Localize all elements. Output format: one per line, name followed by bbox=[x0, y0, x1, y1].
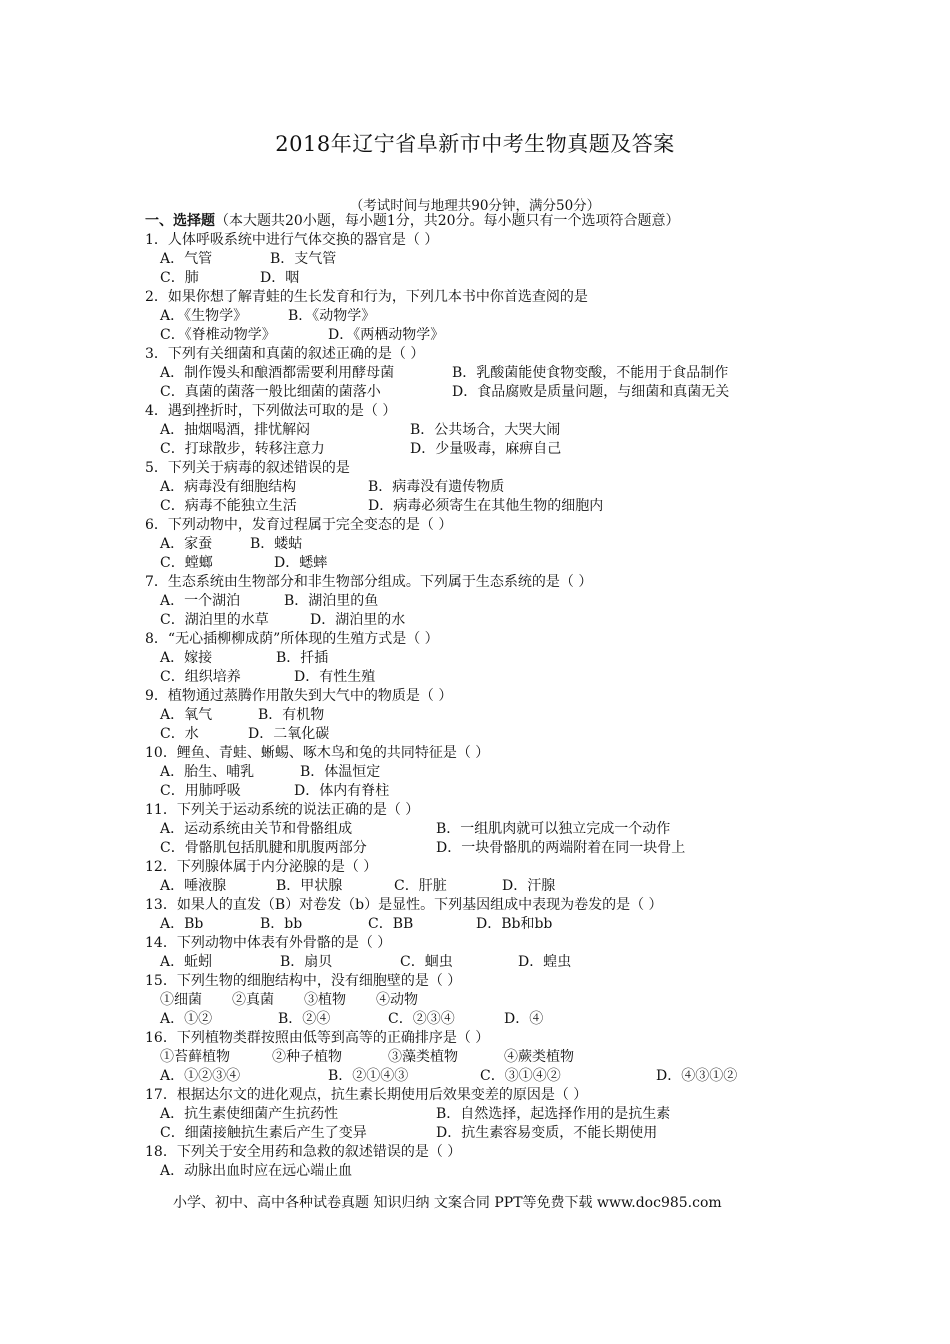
option-choice: D．有性生殖 bbox=[294, 669, 376, 685]
option-choice: D．Bb和bb bbox=[476, 916, 553, 932]
option-choice: D．抗生素容易变质，不能长期使用 bbox=[436, 1125, 658, 1141]
option-choice: A．①②③④ bbox=[160, 1068, 241, 1084]
question-stem: 18．下列关于安全用药和急救的叙述错误的是（ ） bbox=[145, 1144, 462, 1160]
option-choice: A．病毒没有细胞结构 bbox=[160, 479, 297, 495]
option-choice: B．支气管 bbox=[270, 251, 337, 267]
option-choice: B．②④ bbox=[278, 1011, 331, 1027]
question-stem: 11．下列关于运动系统的说法正确的是（ ） bbox=[145, 802, 420, 818]
options-line bbox=[145, 1105, 845, 1124]
statement-item: ②真菌 bbox=[232, 992, 274, 1008]
option-choice: D．二氧化碳 bbox=[248, 726, 330, 742]
option-choice: D．汗腺 bbox=[502, 878, 556, 894]
options-line bbox=[145, 725, 845, 744]
option-choice: C．③①④② bbox=[480, 1068, 561, 1084]
page-title: 2018年辽宁省阜新市中考生物真题及答案 bbox=[275, 132, 675, 156]
option-choice: D．病毒必须寄生在其他生物的细胞内 bbox=[368, 498, 604, 514]
option-choice: B．乳酸菌能使食物变酸，不能用于食品制作 bbox=[452, 365, 729, 381]
options-line bbox=[145, 877, 845, 896]
options-line bbox=[145, 364, 845, 383]
exam-info: （考试时间与地理共90分钟，满分50分） bbox=[349, 198, 601, 214]
options-line bbox=[145, 611, 845, 630]
question-stem: 16．下列植物类群按照由低等到高等的正确排序是（ ） bbox=[145, 1030, 490, 1046]
options-line bbox=[145, 1010, 845, 1029]
option-choice: C．水 bbox=[160, 726, 199, 742]
question-stem: 12．下列腺体属于内分泌腺的是（ ） bbox=[145, 859, 378, 875]
item-list-line bbox=[145, 991, 845, 1010]
section-heading-line bbox=[145, 212, 845, 231]
question-stem: 7．生态系统由生物部分和非生物部分组成。下列属于生态系统的是（ ） bbox=[145, 574, 593, 590]
option-choice: B．bb bbox=[260, 916, 303, 932]
option-choice: D．一块骨骼肌的两端附着在同一块骨上 bbox=[436, 840, 686, 856]
option-choice: C．病毒不能独立生活 bbox=[160, 498, 297, 514]
option-choice: C．BB bbox=[368, 916, 414, 932]
option-choice: C．湖泊里的水草 bbox=[160, 612, 269, 628]
options-line bbox=[145, 478, 845, 497]
question-stem: 5．下列关于病毒的叙述错误的是 bbox=[145, 460, 350, 476]
options-line bbox=[145, 915, 845, 934]
options-line bbox=[145, 307, 845, 326]
question-stem: 2．如果你想了解青蛙的生长发育和行为，下列几本书中你首选查阅的是 bbox=[145, 289, 588, 305]
option-choice: A．氧气 bbox=[160, 707, 213, 723]
options-line bbox=[145, 1124, 845, 1143]
statement-item: ①苔藓植物 bbox=[160, 1049, 230, 1065]
option-choice: A．制作馒头和酿酒都需要利用酵母菌 bbox=[160, 365, 395, 381]
options-line bbox=[145, 953, 845, 972]
item-list-line bbox=[145, 1048, 845, 1067]
option-choice: B．甲状腺 bbox=[276, 878, 343, 894]
option-choice: B．《动物学》 bbox=[288, 308, 376, 324]
options-line bbox=[145, 820, 845, 839]
option-choice: A．抗生素使细菌产生抗药性 bbox=[160, 1106, 339, 1122]
options-line bbox=[145, 497, 845, 516]
option-choice: B．②①④③ bbox=[328, 1068, 409, 1084]
options-line bbox=[145, 649, 845, 668]
statement-item: ①细菌 bbox=[160, 992, 202, 1008]
option-choice: A．一个湖泊 bbox=[160, 593, 241, 609]
option-choice: D．蟋蟀 bbox=[274, 555, 328, 571]
options-line bbox=[145, 383, 845, 402]
option-choice: A．蚯蚓 bbox=[160, 954, 213, 970]
option-choice: C．蛔虫 bbox=[400, 954, 453, 970]
options-line bbox=[145, 250, 845, 269]
options-line bbox=[145, 554, 845, 573]
option-choice: C．肝脏 bbox=[394, 878, 447, 894]
question-list bbox=[145, 212, 845, 1181]
option-choice: C．组织培养 bbox=[160, 669, 241, 685]
option-choice: A．气管 bbox=[160, 251, 213, 267]
options-line bbox=[145, 839, 845, 858]
option-choice: B．扇贝 bbox=[280, 954, 333, 970]
option-choice: D．蝗虫 bbox=[518, 954, 572, 970]
options-line bbox=[145, 535, 845, 554]
option-choice: B．一组肌肉就可以独立完成一个动作 bbox=[436, 821, 671, 837]
statement-item: ④动物 bbox=[376, 992, 418, 1008]
statement-item: ②种子植物 bbox=[272, 1049, 342, 1065]
option-choice: B．病毒没有遗传物质 bbox=[368, 479, 505, 495]
options-line bbox=[145, 1162, 845, 1181]
question-stem: 8．“无心插柳柳成荫”所体现的生殖方式是（ ） bbox=[145, 631, 439, 647]
option-choice: A．胎生、哺乳 bbox=[160, 764, 255, 780]
option-choice: A．唾液腺 bbox=[160, 878, 227, 894]
option-choice: B．公共场合，大哭大闹 bbox=[410, 422, 561, 438]
option-choice: D．少量吸毒，麻痹自己 bbox=[410, 441, 562, 457]
options-line bbox=[145, 440, 845, 459]
option-choice: B．有机物 bbox=[258, 707, 325, 723]
options-line bbox=[145, 782, 845, 801]
statement-item: ③植物 bbox=[304, 992, 346, 1008]
option-choice: B．自然选择，起选择作用的是抗生素 bbox=[436, 1106, 671, 1122]
question-stem: 4．遇到挫折时，下列做法可取的是（ ） bbox=[145, 403, 397, 419]
option-choice: A．动脉出血时应在远心端止血 bbox=[160, 1163, 353, 1179]
question-stem: 10．鲤鱼、青蛙、蜥蜴、啄木鸟和兔的共同特征是（ ） bbox=[145, 745, 490, 761]
question-stem: 17．根据达尔文的进化观点，抗生素长期使用后效果变差的原因是（ ） bbox=[145, 1087, 588, 1103]
option-choice: A．嫁接 bbox=[160, 650, 213, 666]
options-line bbox=[145, 269, 845, 288]
option-choice: C．②③④ bbox=[388, 1011, 455, 1027]
statement-item: ③藻类植物 bbox=[388, 1049, 458, 1065]
footer-note: 小学、初中、高中各种试卷真题 知识归纳 文案合同 PPT等免费下载 www.doc985.com bbox=[173, 1195, 722, 1211]
option-choice: D．《两栖动物学》 bbox=[328, 327, 445, 343]
option-choice: D．④ bbox=[504, 1011, 544, 1027]
option-choice: A．运动系统由关节和骨骼组成 bbox=[160, 821, 353, 837]
option-choice: C．螳螂 bbox=[160, 555, 213, 571]
option-choice: B．体温恒定 bbox=[300, 764, 381, 780]
options-line bbox=[145, 668, 845, 687]
option-choice: A．Bb bbox=[160, 916, 204, 932]
options-line bbox=[145, 706, 845, 725]
question-stem: 3．下列有关细菌和真菌的叙述正确的是（ ） bbox=[145, 346, 425, 362]
option-choice: D．食品腐败是质量问题，与细菌和真菌无关 bbox=[452, 384, 730, 400]
option-choice: A．《生物学》 bbox=[160, 308, 248, 324]
option-choice: C．《脊椎动物学》 bbox=[160, 327, 276, 343]
question-stem: 13．如果人的直发（B）对卷发（b）是显性。下列基因组成中表现为卷发的是（ ） bbox=[145, 897, 663, 913]
option-choice: A．家蚕 bbox=[160, 536, 213, 552]
option-choice: D．体内有脊柱 bbox=[294, 783, 390, 799]
statement-item: ④蕨类植物 bbox=[504, 1049, 574, 1065]
question-stem: 6．下列动物中，发育过程属于完全变态的是（ ） bbox=[145, 517, 453, 533]
section-heading: 一、选择题 bbox=[145, 213, 215, 229]
option-choice: C．骨骼肌包括肌腱和肌腹两部分 bbox=[160, 840, 367, 856]
question-stem: 15．下列生物的细胞结构中，没有细胞壁的是（ ） bbox=[145, 973, 462, 989]
option-choice: B．蝼蛄 bbox=[250, 536, 303, 552]
option-choice: D．湖泊里的水 bbox=[310, 612, 406, 628]
option-choice: A．抽烟喝酒，排忧解闷 bbox=[160, 422, 311, 438]
option-choice: C．打球散步，转移注意力 bbox=[160, 441, 325, 457]
option-choice: A．①② bbox=[160, 1011, 213, 1027]
question-stem: 14．下列动物中体表有外骨骼的是（ ） bbox=[145, 935, 392, 951]
question-stem: 1．人体呼吸系统中进行气体交换的器官是（ ） bbox=[145, 232, 439, 248]
options-line bbox=[145, 592, 845, 611]
options-line bbox=[145, 1067, 845, 1086]
option-choice: C．用肺呼吸 bbox=[160, 783, 241, 799]
section-note: （本大题共20小题，每小题1分，共20分。每小题只有一个选项符合题意） bbox=[215, 213, 680, 229]
option-choice: D．④③①② bbox=[656, 1068, 738, 1084]
options-line bbox=[145, 763, 845, 782]
option-choice: C．细菌接触抗生素后产生了变异 bbox=[160, 1125, 367, 1141]
option-choice: C．真菌的菌落一般比细菌的菌落小 bbox=[160, 384, 381, 400]
option-choice: B．扦插 bbox=[276, 650, 329, 666]
question-stem: 9．植物通过蒸腾作用散失到大气中的物质是（ ） bbox=[145, 688, 453, 704]
option-choice: B．湖泊里的鱼 bbox=[284, 593, 379, 609]
option-choice: C．肺 bbox=[160, 270, 199, 286]
options-line bbox=[145, 421, 845, 440]
option-choice: D．咽 bbox=[260, 270, 300, 286]
options-line bbox=[145, 326, 845, 345]
